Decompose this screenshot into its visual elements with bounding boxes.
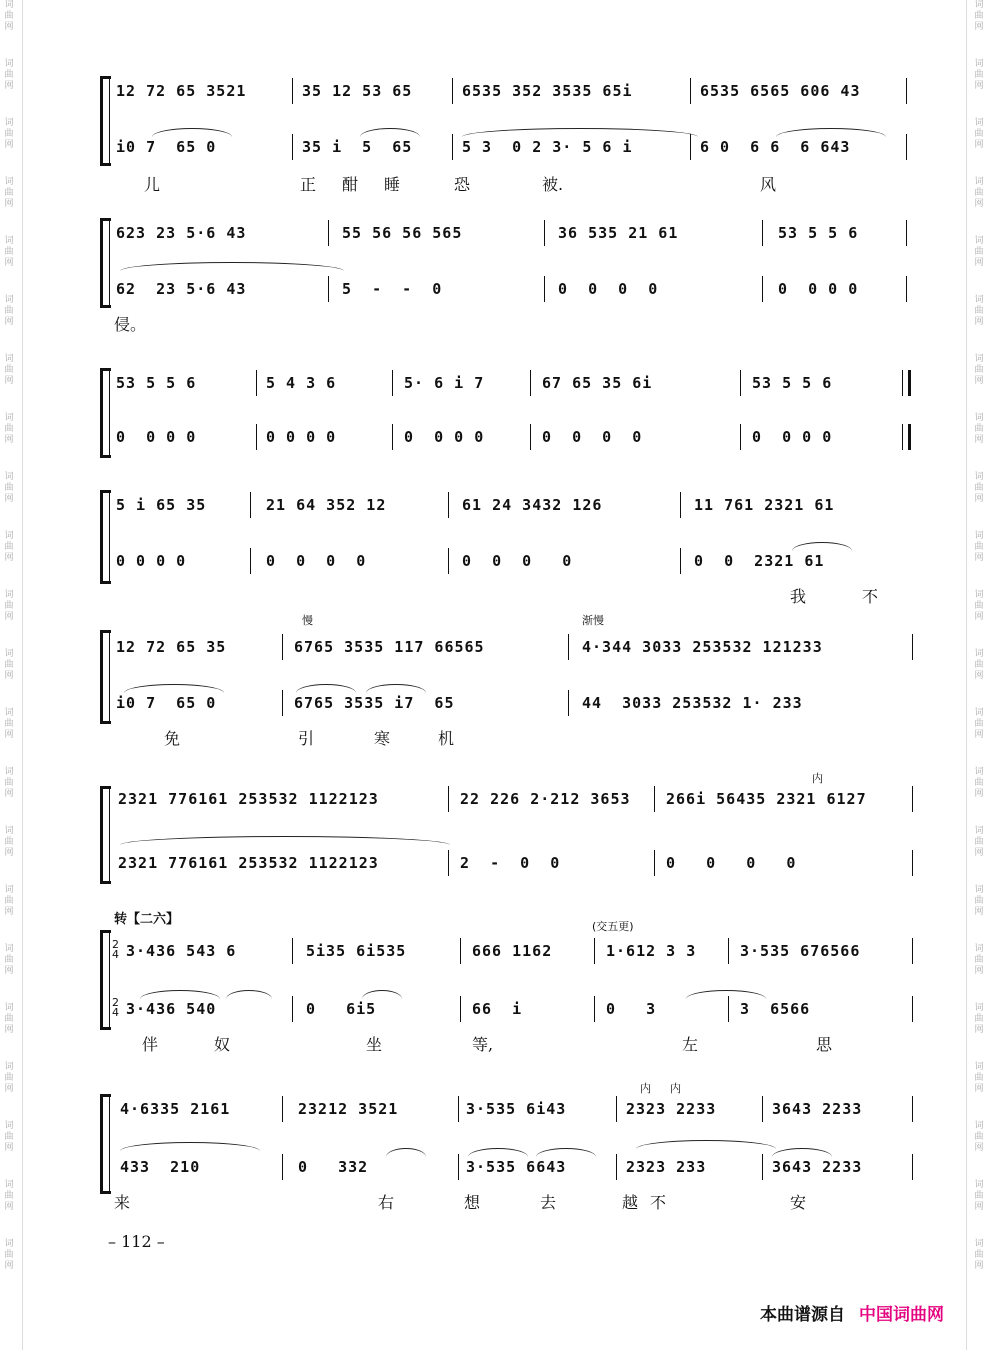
- watermark-text: 词 曲 网: [4, 767, 14, 799]
- system-brace: [100, 1094, 111, 1194]
- barline: [902, 424, 903, 450]
- measure: 0 0 0 0: [778, 280, 859, 298]
- lyric: 免: [164, 729, 181, 748]
- upper-staff: [116, 786, 912, 812]
- barline: [292, 78, 293, 104]
- measure: 6 0 6 6 6 643: [700, 138, 851, 156]
- lyric: 等,: [472, 1035, 494, 1054]
- watermark-text: 词 曲 网: [974, 1062, 984, 1094]
- measure: 6765 3535 117 66565: [294, 638, 485, 656]
- measure: 2 - 0 0: [460, 854, 561, 872]
- measure: 3643 2233: [772, 1100, 863, 1118]
- watermark-text: 词 曲 网: [974, 590, 984, 622]
- measure: 3·535 6i43: [466, 1100, 567, 1118]
- lyric: 正酣睡: [300, 175, 427, 194]
- watermark-text: 词 曲 网: [4, 944, 14, 976]
- watermark-text: 词 曲 网: [974, 0, 984, 32]
- measure: 666 1162: [472, 942, 553, 960]
- lyric: 右: [378, 1193, 395, 1212]
- watermark-text: 词 曲 网: [4, 354, 14, 386]
- upper-staff: [112, 938, 912, 964]
- lyric: 引: [298, 729, 315, 748]
- measure: i0 7 65 0: [116, 694, 217, 712]
- left-margin-line: [22, 0, 23, 1350]
- watermark-text: 词 曲 网: [4, 1121, 14, 1153]
- watermark-text: 词 曲 网: [974, 1239, 984, 1271]
- measure: 4·344 3033 253532 121233: [582, 638, 823, 656]
- measure: 21 64 352 12: [266, 496, 387, 514]
- barline: [282, 690, 283, 716]
- barline: [906, 220, 907, 246]
- measure: 0 0 0 0: [266, 552, 367, 570]
- upper-staff: [116, 78, 912, 104]
- measure: 2323 233: [626, 1158, 707, 1176]
- barline: [680, 548, 681, 574]
- lower-staff: [112, 996, 912, 1022]
- measure: 55 56 56 565: [342, 224, 463, 242]
- watermark-text: 词 曲 网: [4, 118, 14, 150]
- measure: 1·612 3 3: [606, 942, 697, 960]
- barline: [906, 134, 907, 160]
- source-credit: [760, 1300, 944, 1325]
- slur: [636, 1140, 776, 1149]
- score-system-3: [100, 366, 912, 456]
- measure: 35 12 53 65: [302, 82, 413, 100]
- barline: [616, 1154, 617, 1180]
- system-brace: [100, 368, 111, 458]
- measure: 44 3033 253532 1· 233: [582, 694, 803, 712]
- score-system-5: [100, 612, 912, 752]
- barline: [654, 786, 655, 812]
- lyric: 伴: [142, 1035, 159, 1054]
- page-number: – 112 –: [108, 1232, 165, 1251]
- barline: [392, 370, 393, 396]
- left-watermark: [2, 0, 16, 1298]
- measure: 5· 6 i 7: [404, 374, 485, 392]
- measure: 61 24 3432 126: [462, 496, 603, 514]
- watermark-text: 词 曲 网: [974, 1003, 984, 1035]
- barline: [544, 220, 545, 246]
- barline: [906, 78, 907, 104]
- lyric: 侵。: [114, 315, 147, 334]
- measure: 0 0 0 0: [542, 428, 643, 446]
- barline: [458, 1154, 459, 1180]
- barline: [292, 996, 293, 1022]
- lyric: 思: [816, 1035, 833, 1054]
- barline: [912, 1154, 913, 1180]
- system-brace: [100, 218, 111, 308]
- lyric: 不: [650, 1193, 667, 1212]
- barline: [448, 786, 449, 812]
- barline: [452, 134, 453, 160]
- measure: 23212 3521: [298, 1100, 399, 1118]
- source-site-link[interactable]: 中国词曲网: [859, 1305, 944, 1325]
- barline: [282, 1154, 283, 1180]
- time-signature: 2 4: [112, 996, 119, 1019]
- measure: 6765 3535 i7 65: [294, 694, 455, 712]
- barline: [906, 276, 907, 302]
- barline: [728, 996, 729, 1022]
- upper-staff: [116, 492, 912, 518]
- measure: 35 i 5 65: [302, 138, 413, 156]
- measure: 0 6i5: [306, 1000, 377, 1018]
- system-brace: [100, 490, 111, 584]
- slur: [226, 990, 272, 999]
- barline: [250, 492, 251, 518]
- barline: [740, 424, 741, 450]
- lower-staff: [116, 134, 912, 160]
- watermark-text: 词 曲 网: [4, 1003, 14, 1035]
- measure: 5 3 0 2 3· 5 6 i: [462, 138, 633, 156]
- barline: [460, 996, 461, 1022]
- barline: [728, 938, 729, 964]
- measure: 6535 6565 606 43: [700, 82, 861, 100]
- watermark-text: 词 曲 网: [4, 295, 14, 327]
- measure: 6535 352 3535 65i: [462, 82, 633, 100]
- barline: [762, 1096, 763, 1122]
- watermark-text: 词 曲 网: [974, 649, 984, 681]
- source-prefix: 本曲谱源自: [760, 1305, 845, 1325]
- measure: 5 i 65 35: [116, 496, 207, 514]
- measure: 12 72 65 35: [116, 638, 227, 656]
- measure: 2321 776161 253532 1122123: [118, 790, 379, 808]
- barline: [654, 850, 655, 876]
- barline: [594, 938, 595, 964]
- watermark-text: 词 曲 网: [974, 1121, 984, 1153]
- system-brace: [100, 76, 111, 166]
- barline: [530, 424, 531, 450]
- barline: [292, 938, 293, 964]
- watermark-text: 词 曲 网: [974, 59, 984, 91]
- measure: 36 535 21 61: [558, 224, 679, 242]
- watermark-text: 词 曲 网: [974, 826, 984, 858]
- barline: [690, 78, 691, 104]
- right-margin-line: [966, 0, 967, 1350]
- watermark-text: 词 曲 网: [4, 885, 14, 917]
- system-brace: [100, 930, 111, 1030]
- measure: 12 72 65 3521: [116, 82, 247, 100]
- lower-staff: [116, 690, 912, 716]
- watermark-text: 词 曲 网: [974, 1180, 984, 1212]
- measure: 0 0 2321 61: [694, 552, 825, 570]
- score-system-6: [100, 770, 912, 880]
- watermark-text: 词 曲 网: [974, 708, 984, 740]
- barline: [282, 1096, 283, 1122]
- lyric: 去: [540, 1193, 557, 1212]
- lower-staff: [116, 1154, 912, 1180]
- score-system-7: [100, 908, 912, 1058]
- watermark-text: 词 曲 网: [974, 944, 984, 976]
- slur: [120, 836, 450, 845]
- barline: [762, 276, 763, 302]
- lyric: 安: [790, 1193, 807, 1212]
- barline: [912, 786, 913, 812]
- measure: 4·6335 2161: [120, 1100, 231, 1118]
- measure: 3·436 540: [126, 1000, 217, 1018]
- barline: [328, 276, 329, 302]
- watermark-text: 词 曲 网: [4, 236, 14, 268]
- watermark-text: 词 曲 网: [4, 177, 14, 209]
- measure: 0 0 0 0: [558, 280, 659, 298]
- barline: [594, 996, 595, 1022]
- upper-staff: [116, 1096, 912, 1122]
- lyric: 越: [622, 1193, 639, 1212]
- right-watermark: [972, 0, 986, 1298]
- watermark-text: 词 曲 网: [4, 649, 14, 681]
- section-mark: 转【二六】: [114, 912, 180, 927]
- barline: [250, 548, 251, 574]
- section-mark: (交五更): [592, 920, 634, 933]
- watermark-text: 词 曲 网: [4, 1239, 14, 1271]
- measure: 22 226 2·212 3653: [460, 790, 631, 808]
- lyric: 来: [114, 1193, 131, 1212]
- barline: [912, 634, 913, 660]
- barline: [328, 220, 329, 246]
- watermark-text: 词 曲 网: [4, 413, 14, 445]
- barline: [762, 1154, 763, 1180]
- barline: [282, 634, 283, 660]
- measure: 623 23 5·6 43: [116, 224, 247, 242]
- measure: 0 332: [298, 1158, 369, 1176]
- measure: 0 0 0 0: [266, 428, 337, 446]
- barline: [460, 938, 461, 964]
- watermark-text: 词 曲 网: [4, 708, 14, 740]
- measure: 0 0 0 0: [116, 552, 187, 570]
- watermark-text: 词 曲 网: [4, 472, 14, 504]
- barline: [568, 690, 569, 716]
- lyric: 被.: [542, 175, 564, 194]
- watermark-text: 词 曲 网: [974, 413, 984, 445]
- measure: 0 3: [606, 1000, 657, 1018]
- score-system-1: [100, 72, 912, 194]
- watermark-text: 词 曲 网: [974, 236, 984, 268]
- barline: [530, 370, 531, 396]
- lyric: 机: [438, 729, 455, 748]
- score-system-8: [100, 1080, 912, 1210]
- barline: [256, 424, 257, 450]
- barline: [256, 370, 257, 396]
- score-system-4: [100, 488, 912, 608]
- lyric: 不: [862, 587, 879, 606]
- barline: [452, 78, 453, 104]
- system-brace: [100, 786, 111, 884]
- measure: 53 5 5 6: [778, 224, 859, 242]
- lower-staff: [116, 850, 912, 876]
- measure: 3 6566: [740, 1000, 811, 1018]
- upper-staff: [116, 370, 912, 396]
- measure: 53 5 5 6: [752, 374, 833, 392]
- barline: [912, 938, 913, 964]
- measure: 53 5 5 6: [116, 374, 197, 392]
- watermark-text: 词 曲 网: [4, 590, 14, 622]
- measure: 3·535 676566: [740, 942, 861, 960]
- barline: [680, 492, 681, 518]
- slur: [120, 1142, 260, 1151]
- lower-staff: [116, 548, 912, 574]
- barline: [740, 370, 741, 396]
- watermark-text: 词 曲 网: [4, 1062, 14, 1094]
- score-system-2: [100, 214, 912, 334]
- slur: [386, 1148, 426, 1157]
- lyric: 我: [790, 587, 807, 606]
- time-signature: 2 4: [112, 938, 119, 961]
- measure: 3·535 6643: [466, 1158, 567, 1176]
- measure: 3·436 543 6: [126, 942, 237, 960]
- barline: [448, 548, 449, 574]
- lyric: 奴: [214, 1035, 231, 1054]
- barline: [448, 850, 449, 876]
- measure: 0 0 0 0: [116, 428, 197, 446]
- watermark-text: 词 曲 网: [974, 295, 984, 327]
- measure: 67 65 35 6i: [542, 374, 653, 392]
- watermark-text: 词 曲 网: [974, 177, 984, 209]
- barline: [458, 1096, 459, 1122]
- watermark-text: 词 曲 网: [974, 531, 984, 563]
- watermark-text: 词 曲 网: [974, 354, 984, 386]
- lyric: 想: [464, 1193, 481, 1212]
- measure: 433 210: [120, 1158, 201, 1176]
- barline: [568, 634, 569, 660]
- watermark-text: 词 曲 网: [974, 118, 984, 150]
- lyric: 儿: [144, 175, 161, 194]
- watermark-text: 词 曲 网: [974, 885, 984, 917]
- upper-staff: [116, 220, 912, 246]
- lyric: 恐: [454, 175, 471, 194]
- lyric: 风: [760, 175, 777, 194]
- tempo-mark: 渐慢: [582, 614, 604, 627]
- measure: 266i 56435 2321 6127: [666, 790, 867, 808]
- measure: 11 761 2321 61: [694, 496, 835, 514]
- measure: 2323 2233: [626, 1100, 717, 1118]
- lyric: 寒: [374, 729, 391, 748]
- barline: [912, 996, 913, 1022]
- barline: [912, 1096, 913, 1122]
- lower-staff: [116, 276, 912, 302]
- watermark-text: 词 曲 网: [4, 0, 14, 32]
- measure: 5 - - 0: [342, 280, 443, 298]
- repeat-barline: [908, 424, 911, 450]
- barline: [448, 492, 449, 518]
- lyric: 坐: [366, 1035, 383, 1054]
- watermark-text: 词 曲 网: [4, 1180, 14, 1212]
- slur: [120, 262, 344, 271]
- measure: 5i35 6i535: [306, 942, 407, 960]
- lyric: 左: [682, 1035, 699, 1054]
- measure: 5 4 3 6: [266, 374, 337, 392]
- barline: [912, 850, 913, 876]
- tempo-mark: 慢: [302, 614, 313, 627]
- watermark-text: 词 曲 网: [974, 472, 984, 504]
- upper-staff: [116, 634, 912, 660]
- barline: [762, 220, 763, 246]
- technique-mark: 内: [670, 1082, 681, 1095]
- barline: [392, 424, 393, 450]
- measure: 2321 776161 253532 1122123: [118, 854, 379, 872]
- measure: 0 0 0 0: [752, 428, 833, 446]
- barline: [544, 276, 545, 302]
- watermark-text: 词 曲 网: [974, 767, 984, 799]
- tempo-mark: 内: [812, 772, 823, 785]
- barline: [690, 134, 691, 160]
- watermark-text: 词 曲 网: [4, 59, 14, 91]
- measure: 3643 2233: [772, 1158, 863, 1176]
- barline: [902, 370, 903, 396]
- lower-staff: [116, 424, 912, 450]
- measure: 0 0 0 0: [462, 552, 573, 570]
- barline: [616, 1096, 617, 1122]
- measure: 62 23 5·6 43: [116, 280, 247, 298]
- measure: i0 7 65 0: [116, 138, 217, 156]
- measure: 0 0 0 0: [404, 428, 485, 446]
- technique-mark: 内: [640, 1082, 651, 1095]
- watermark-text: 词 曲 网: [4, 826, 14, 858]
- measure: 0 0 0 0: [666, 854, 797, 872]
- watermark-text: 词 曲 网: [4, 531, 14, 563]
- measure: 66 i: [472, 1000, 523, 1018]
- barline: [292, 134, 293, 160]
- repeat-barline: [908, 370, 911, 396]
- system-brace: [100, 630, 111, 724]
